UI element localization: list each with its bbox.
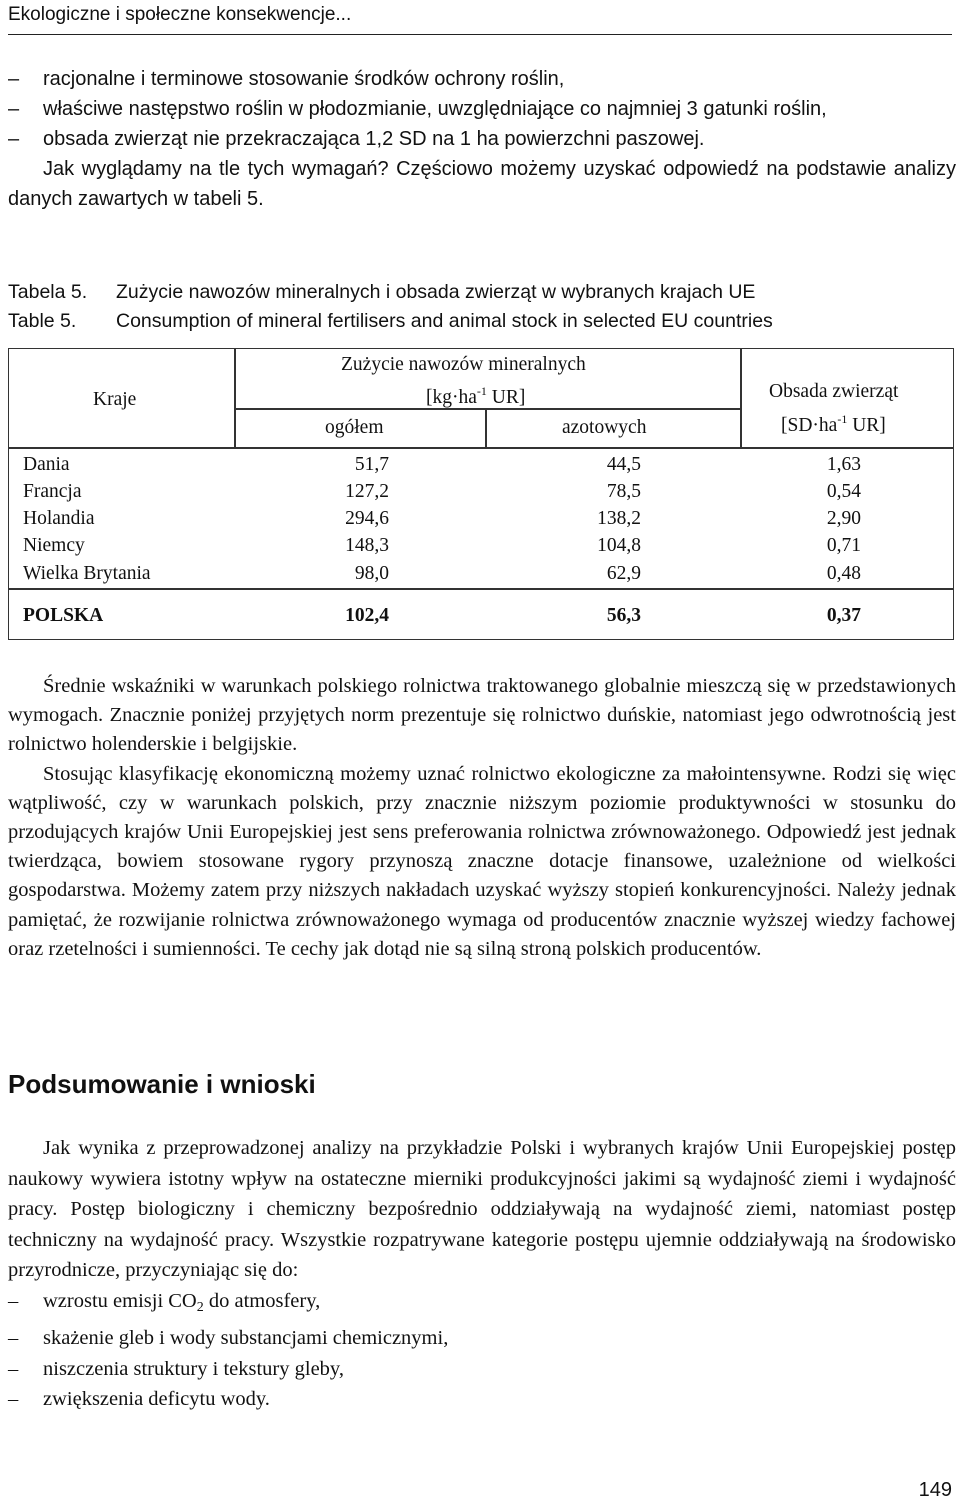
table-divider bbox=[485, 409, 487, 448]
cell-stock: 0,48 bbox=[826, 563, 861, 584]
dash-marker: – bbox=[8, 128, 20, 150]
cell-nitrogen: 104,8 bbox=[597, 535, 641, 556]
cell-stock: 0,37 bbox=[826, 605, 861, 626]
caption-text-pl: Zużycie nawozów mineralnych i obsada zwierząt w wybranych krajach UE bbox=[116, 281, 756, 303]
dash-marker: – bbox=[8, 1327, 19, 1349]
table-divider bbox=[234, 349, 236, 448]
cell-total: 148,3 bbox=[345, 535, 389, 556]
table-divider bbox=[740, 349, 742, 448]
effect-text: wzrostu emisji $CO_2$ do atmosfery, bbox=[43, 1289, 321, 1315]
header-stock: Obsada zwierząt bbox=[769, 381, 899, 402]
header-fertiliser-group: Zużycie nawozów mineralnych bbox=[341, 354, 586, 375]
requirement-item bbox=[8, 64, 956, 94]
requirements-followup: Jak wyglądamy na tle tych wymagań? Częściowo możemy uzyskać odpowiedź na podstawie analizy danych zawartych w tabeli 5. bbox=[8, 158, 956, 210]
cell-nitrogen: 56,3 bbox=[606, 605, 641, 626]
cell-country: Wielka Brytania bbox=[23, 563, 151, 584]
cell-stock: 0,71 bbox=[826, 535, 861, 556]
effect-item bbox=[8, 1354, 956, 1385]
dash-marker: – bbox=[8, 1357, 19, 1380]
cell-country: Niemcy bbox=[23, 535, 85, 556]
discussion-section bbox=[8, 672, 956, 964]
cell-country: Dania bbox=[23, 454, 70, 475]
discussion-paragraph: Średnie wskaźniki w warunkach polskiego rolnictwa traktowanego globalnie mieszczą się w przedstawionych wymogach. Znacznie poniżej przyjętych norm prezentuje się rolnictwo duńskie, natomiast jego odwrotnością jest rolnictwo holenderskie i belgijskie. bbox=[8, 675, 956, 756]
cell-country: POLSKA bbox=[23, 605, 104, 626]
cell-stock: 1,63 bbox=[826, 454, 861, 475]
cell-total: 127,2 bbox=[345, 481, 389, 502]
effect-item bbox=[8, 1323, 956, 1354]
running-header: Ekologiczne i społeczne konsekwencje... bbox=[8, 4, 352, 25]
dash-marker: – bbox=[8, 98, 20, 120]
discussion-paragraph: Stosując klasyfikację ekonomiczną możemy uznać rolnictwo ekologiczne za małointensywne. Rodzi się więc wątpliwość, czy w warunkach polskich, przy znacznie niższym poziomie produktywności w stosunku do przodujących krajów Unii Europejskiej jest sens preferowania rolnictwa zrównoważonego. Odpowiedź jest jednak twierdząca, bowiem stosowane rygory przynoszą znaczne dotacje finansowe, uzależnione od wielkości gospodarstwa. Możemy zatem przy niższych nakładach uzyskać wyższy stopień konkurencyjności. Należy jednak pamiętać, że rozwijanie rolnictwa zrównoważonego wymaga od producentów znacznie wyższej wiedzy fachowej oraz rzetelności i sumienności. Te cechy jak dotąd nie są silną stroną polskich producentów. bbox=[8, 762, 956, 960]
requirement-item bbox=[8, 124, 956, 154]
cell-total: 102,4 bbox=[345, 605, 389, 626]
header-rule bbox=[8, 34, 952, 35]
summary-paragraph: Jak wynika z przeprowadzonej analizy na przykładzie Polski i wybranych krajów Unii Europejskiej postęp naukowy wywiera istotny wpływ na ostateczne mierniki produkcyjności jakimi są wydajność ziemi i wydajność pracy. Postęp biologiczny i chemiczny bezpośrednio oddziaływają na wydajność ziemi, natomiast postęp techniczny na wydajność pracy. Wszystkie rozpatrywane kategorie postępu ujemnie oddziaływają na środowisko przyrodnicze, przyczyniając się do: bbox=[8, 1137, 956, 1281]
requirement-text: właściwe następstwo roślin w płodozmianie, uwzględniające co najmniej 3 gatunki roślin, bbox=[43, 98, 827, 120]
table-divider bbox=[9, 588, 953, 590]
header-stock-unit: [$SD\cdot ha^{-1}$ UR] bbox=[781, 412, 886, 436]
cell-country: Francja bbox=[23, 481, 82, 502]
dash-marker: – bbox=[8, 1289, 19, 1312]
summary-section bbox=[8, 1133, 956, 1415]
requirement-item bbox=[8, 94, 956, 124]
header-total: ogółem bbox=[325, 417, 384, 438]
fertiliser-table bbox=[8, 348, 954, 640]
effect-text: niszczenia struktury i tekstury gleby, bbox=[43, 1357, 344, 1380]
effect-item bbox=[8, 1384, 956, 1415]
header-nitrogen: azotowych bbox=[562, 417, 647, 438]
cell-total: 51,7 bbox=[354, 454, 389, 475]
effect-text: zwiększenia deficytu wody. bbox=[43, 1388, 270, 1410]
table-caption bbox=[8, 278, 956, 336]
cell-nitrogen: 138,2 bbox=[597, 508, 641, 529]
header-country: Kraje bbox=[93, 389, 137, 410]
cell-country: Holandia bbox=[23, 508, 95, 529]
page-number: 149 bbox=[918, 1479, 952, 1501]
header-fertiliser-unit: [$kg\cdot ha^{-1}$ UR] bbox=[426, 384, 526, 408]
section-heading: Podsumowanie i wnioski bbox=[8, 1069, 316, 1099]
effect-text: skażenie gleb i wody substancjami chemicznymi, bbox=[43, 1327, 449, 1349]
cell-total: 294,6 bbox=[345, 508, 389, 529]
caption-label-pl: Tabela 5. bbox=[8, 281, 88, 303]
caption-text-en: Consumption of mineral fertilisers and animal stock in selected EU countries bbox=[116, 310, 773, 332]
table-divider bbox=[9, 447, 953, 449]
cell-total: 98,0 bbox=[354, 563, 389, 584]
requirement-text: racjonalne i terminowe stosowanie środków ochrony roślin, bbox=[43, 68, 565, 90]
requirement-text: obsada zwierząt nie przekraczająca 1,2 SD na 1 ha powierzchni paszowej. bbox=[43, 128, 705, 150]
effect-item bbox=[8, 1286, 956, 1324]
dash-marker: – bbox=[8, 68, 20, 90]
cell-nitrogen: 44,5 bbox=[606, 454, 641, 475]
cell-stock: 2,90 bbox=[826, 508, 861, 529]
cell-nitrogen: 78,5 bbox=[606, 481, 641, 502]
cell-stock: 0,54 bbox=[826, 481, 861, 502]
requirements-section bbox=[8, 64, 956, 214]
cell-nitrogen: 62,9 bbox=[606, 563, 641, 584]
caption-label-en: Table 5. bbox=[8, 310, 77, 332]
dash-marker: – bbox=[8, 1388, 19, 1410]
